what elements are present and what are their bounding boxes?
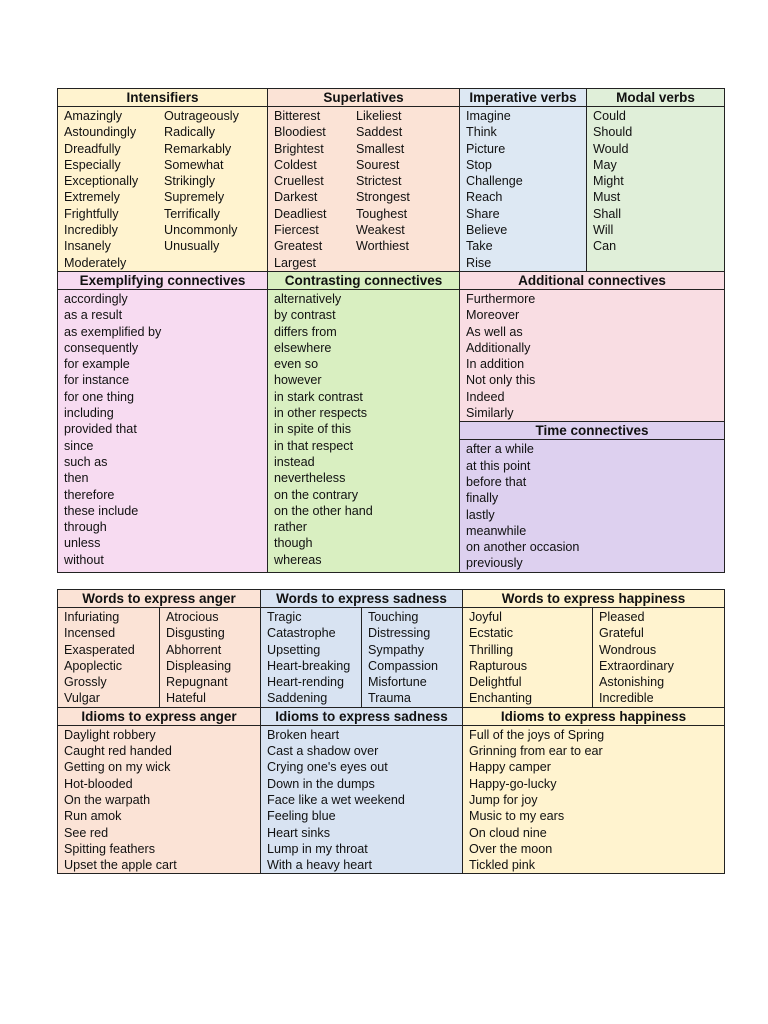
list-item: lastly [466,507,495,522]
list-item: even so [274,357,319,372]
list-item: Believe [466,223,508,238]
list-item: without [64,552,104,567]
happiness-words-list-1 [463,608,592,707]
list-item: Should [593,125,633,140]
list-item: Strikingly [164,174,216,189]
exemplifying-connectives-list [58,290,267,568]
list-item: Fiercest [274,223,319,238]
list-item: Saddening [267,691,328,706]
intensifiers-list-2 [158,107,264,271]
anger-words-heading: Words to express anger [58,590,261,608]
list-item: provided that [64,422,137,437]
list-item: Run amok [64,809,122,824]
list-item: finally [466,491,499,506]
list-item: Extremely [64,190,120,205]
list-item: for instance [64,373,130,388]
contrasting-connectives-cell [268,290,460,573]
list-item: Repugnant [166,675,228,690]
list-item: whereas [274,552,322,567]
list-item: Sourest [356,157,400,172]
list-item: Imagine [466,109,511,123]
contrasting-connectives-heading: Contrasting connectives [268,272,460,290]
list-item: Trauma [368,691,411,706]
list-item: Could [593,109,626,123]
list-item: Delightful [469,675,522,690]
time-connectives-list [460,440,724,571]
sadness-idioms-heading: Idioms to express sadness [261,707,463,725]
superlatives-heading: Superlatives [268,89,460,107]
list-item: differs from [274,324,337,339]
list-item: Hot-blooded [64,776,133,791]
anger-idioms-heading: Idioms to express anger [58,707,261,725]
list-item: Rapturous [469,658,528,673]
list-item: Outrageously [164,109,239,123]
imperative-verbs-heading: Imperative verbs [460,89,587,107]
list-item: in that respect [274,438,354,453]
list-item: Crying one's eyes out [267,760,388,775]
list-item: instead [274,454,315,469]
intensifiers-heading: Intensifiers [58,89,268,107]
list-item: Frightfully [64,206,119,221]
imperative-verbs-list [460,107,586,271]
superlatives-list-2 [350,107,456,271]
list-item: before that [466,474,527,489]
list-item: Wondrous [599,642,657,657]
list-item: Happy camper [469,760,551,775]
list-item: in spite of this [274,422,352,437]
list-item: Hateful [166,691,206,706]
list-item: though [274,536,313,551]
list-item: Insanely [64,239,111,254]
list-item: consequently [64,340,139,355]
list-item: Touching [368,610,419,624]
list-item: Toughest [356,206,408,221]
list-item: Indeed [466,389,505,404]
list-item: Furthermore [466,292,536,306]
list-item: Brightest [274,141,324,156]
modal-verbs-list [587,107,724,255]
list-item: Would [593,141,629,156]
list-item: Getting on my wick [64,760,171,775]
list-item: Astonishing [599,675,665,690]
sadness-words-heading: Words to express sadness [261,590,463,608]
list-item: rather [274,520,307,535]
list-item: Amazingly [64,109,123,123]
list-item: As well as [466,324,523,339]
list-item: Deadliest [274,206,327,221]
list-item: Music to my ears [469,809,565,824]
list-item: On the warpath [64,792,151,807]
list-item: nevertheless [274,471,346,486]
list-item: Stop [466,157,492,172]
list-item: Radically [164,125,216,140]
list-item: since [64,438,94,453]
list-item: Somewhat [164,157,224,172]
list-item: Strictest [356,174,402,189]
list-item: Heart-breaking [267,658,351,673]
intensifiers-cell [58,107,268,272]
list-item: Extraordinary [599,658,674,673]
list-item: on the other hand [274,503,373,518]
list-item: Thrilling [469,642,514,657]
list-item: Dreadfully [64,141,121,156]
list-item: Strongest [356,190,410,205]
list-item: Share [466,206,500,221]
list-item: Infuriating [64,610,120,624]
list-item: Distressing [368,626,431,641]
list-item: Happy-go-lucky [469,776,557,791]
list-item: through [64,520,107,535]
sadness-words-cell [261,608,463,708]
list-item: In addition [466,357,525,372]
list-item: Bitterest [274,109,321,123]
list-item: accordingly [64,292,128,306]
superlatives-list-1 [268,107,350,271]
list-item: meanwhile [466,523,527,538]
list-item: Apoplectic [64,658,123,673]
list-item: for example [64,357,130,372]
time-connectives-heading: Time connectives [460,422,725,440]
list-item: Lump in my throat [267,841,368,856]
list-item: Picture [466,141,506,156]
list-item: Ecstatic [469,626,514,641]
anger-idioms-cell [58,725,261,874]
list-item: however [274,373,322,388]
list-item: Catastrophe [267,626,336,641]
list-item: Exasperated [64,642,135,657]
list-item: Challenge [466,174,523,189]
list-item: by contrast [274,308,336,323]
list-item: Weakest [356,223,405,238]
list-item: Heart-rending [267,675,345,690]
list-item: Smallest [356,141,405,156]
list-item: See red [64,825,109,840]
list-item: Joyful [469,610,502,624]
list-item: Can [593,239,617,254]
modal-verbs-cell [587,107,725,272]
list-item: Additionally [466,340,531,355]
list-item: Take [466,239,493,254]
list-item: in stark contrast [274,389,363,404]
contrasting-connectives-list [268,290,459,568]
list-item: Likeliest [356,109,402,123]
list-item: Full of the joys of Spring [469,727,605,742]
list-item: in other respects [274,406,368,421]
list-item: previously [466,556,523,571]
list-item: Caught red handed [64,744,172,759]
list-item: Jump for joy [469,792,538,807]
list-item: elsewhere [274,340,332,355]
sadness-words-list-1 [261,608,361,707]
word-bank-table-bottom [57,589,725,874]
list-item: Darkest [274,190,318,205]
list-item: Worthiest [356,239,409,254]
list-item: Uncommonly [164,223,238,238]
list-item: Incensed [64,626,116,641]
happiness-words-list-2 [592,608,723,707]
happiness-words-cell [463,608,725,708]
additional-connectives-list [460,290,724,421]
list-item: at this point [466,458,531,473]
list-item: Enchanting [469,691,533,706]
list-item: including [64,406,114,421]
list-item: Moreover [466,308,520,323]
happiness-idioms-cell [463,725,725,874]
list-item: Face like a wet weekend [267,792,405,807]
anger-words-list-2 [159,608,258,707]
list-item: Must [593,190,621,205]
list-item: Similarly [466,406,514,421]
list-item: Not only this [466,373,536,388]
anger-words-list-1 [58,608,159,707]
list-item: Terrifically [164,206,220,221]
list-item: Shall [593,206,622,221]
list-item: Will [593,223,614,238]
exemplifying-connectives-heading: Exemplifying connectives [58,272,268,290]
list-item: Pleased [599,610,645,624]
list-item: Rise [466,255,492,270]
sadness-idioms-cell [261,725,463,874]
list-item: Unusually [164,239,220,254]
list-item: Grateful [599,626,644,641]
happiness-words-heading: Words to express happiness [463,590,725,608]
anger-idioms-list [58,726,260,874]
word-bank-table-top [57,88,725,573]
list-item: therefore [64,487,115,502]
list-item: Tragic [267,610,302,624]
list-item: Atrocious [166,610,219,624]
sadness-idioms-list [261,726,462,874]
list-item: Down in the dumps [267,776,375,791]
list-item: Remarkably [164,141,232,156]
time-connectives-cell [460,440,725,572]
list-item: Sympathy [368,642,424,657]
list-item: With a heavy heart [267,858,372,873]
list-item: Incredibly [64,223,118,238]
list-item: Saddest [356,125,403,140]
exemplifying-connectives-cell [58,290,268,573]
list-item: alternatively [274,292,342,306]
list-item: Supremely [164,190,225,205]
list-item: Cruellest [274,174,324,189]
list-item: for one thing [64,389,135,404]
list-item: Spitting feathers [64,841,156,856]
list-item: May [593,157,617,172]
list-item: Reach [466,190,503,205]
list-item: Upsetting [267,642,321,657]
list-item: Broken heart [267,727,340,742]
list-item: Moderately [64,255,127,270]
anger-words-cell [58,608,261,708]
additional-connectives-heading: Additional connectives [460,272,725,290]
list-item: Misfortune [368,675,427,690]
additional-connectives-cell [460,290,725,422]
list-item: on the contrary [274,487,359,502]
list-item: Cast a shadow over [267,744,379,759]
superlatives-cell [268,107,460,272]
intensifiers-list-1 [58,107,158,271]
list-item: Vulgar [64,691,100,706]
list-item: these include [64,503,139,518]
imperative-verbs-cell [460,107,587,272]
list-item: Bloodiest [274,125,326,140]
list-item: after a while [466,442,534,457]
list-item: Think [466,125,497,140]
list-item: such as [64,454,108,469]
list-item: Heart sinks [267,825,330,840]
list-item: Tickled pink [469,858,536,873]
list-item: Might [593,174,624,189]
list-item: Displeasing [166,658,232,673]
list-item: Upset the apple cart [64,858,177,873]
list-item: then [64,471,89,486]
list-item: on another occasion [466,540,580,555]
list-item: unless [64,536,101,551]
happiness-idioms-heading: Idioms to express happiness [463,707,725,725]
list-item: Incredible [599,691,654,706]
list-item: Astoundingly [64,125,137,140]
sadness-words-list-2 [361,608,460,707]
list-item: Abhorrent [166,642,222,657]
list-item: Grinning from ear to ear [469,744,603,759]
list-item: Especially [64,157,121,172]
list-item: Coldest [274,157,317,172]
list-item: Feeling blue [267,809,336,824]
modal-verbs-heading: Modal verbs [587,89,725,107]
list-item: Over the moon [469,841,553,856]
list-item: Exceptionally [64,174,139,189]
happiness-idioms-list [463,726,724,874]
list-item: On cloud nine [469,825,547,840]
list-item: Greatest [274,239,323,254]
list-item: Disgusting [166,626,225,641]
list-item: Grossly [64,675,107,690]
list-item: Daylight robbery [64,727,156,742]
list-item: Largest [274,255,317,270]
list-item: as exemplified by [64,324,162,339]
list-item: as a result [64,308,123,323]
list-item: Compassion [368,658,438,673]
